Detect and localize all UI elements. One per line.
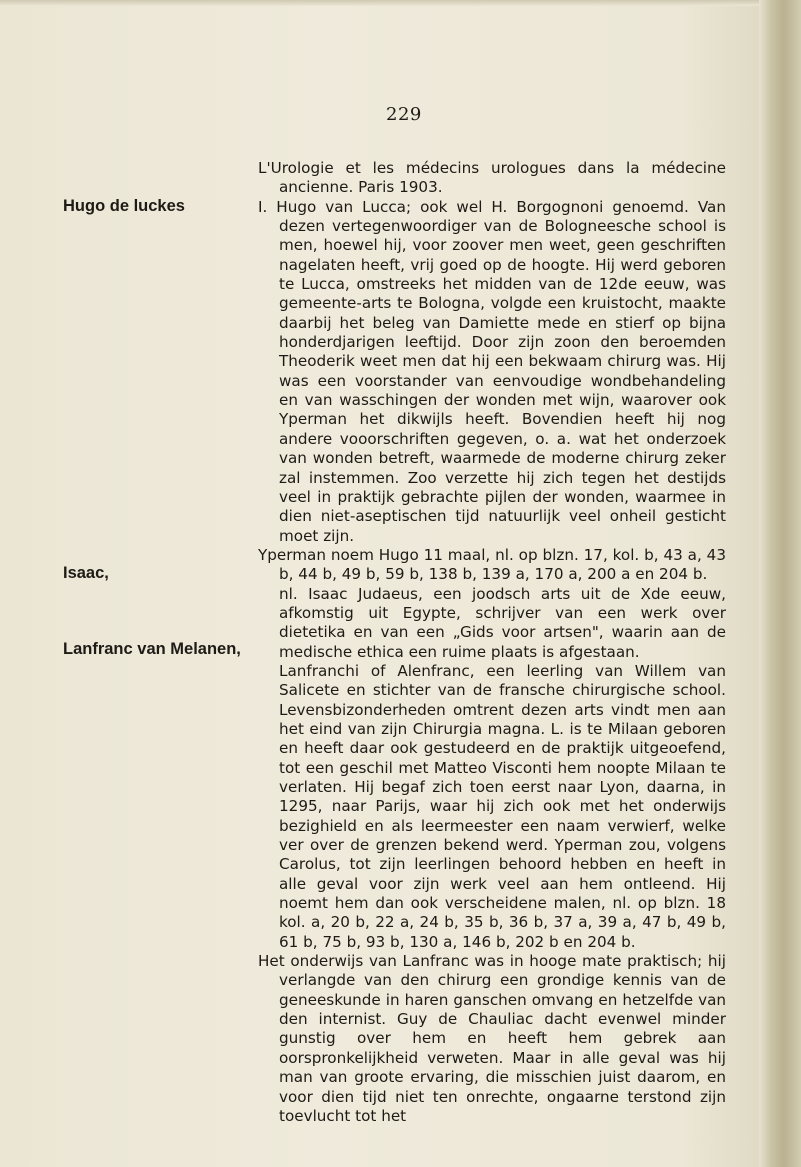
margin-note-hugo: Hugo de luckes [63, 197, 185, 215]
page-number: 229 [386, 104, 422, 125]
paragraph-lanfranc: Lanfranchi of Alenfranc, een leerling van Willem van Salicete en stichter van de fransche chirurgische school. Levensbizonderheden omtrent dezen arts vindt men aan het eind van zijn Chirurgia magna. L. is te Milaan geboren en heeft daar ook gestudeerd en de praktijk uitgeoefend, tot een geschil met Matteo Visconti hem noopte Milaan te verlaten. Hij begaf zich toen eerst naar Lyon, daarna, in 1295, naar Parijs, waar hij zich ook met het onderwijs bezighield en als leermeester een naam verwierf, welke ver over de grenzen bekend werd. Yperman zou, volgens Carolus, tot zijn leerlingen behoord hebben en heeft in alle geval voor zijn werk veel aan hem ontleend. Hij noemt hem dan ook verscheidene malen, nl. op blzn. 18 kol. a, 20 b, 22 a, 24 b, 35 b, 36 b, 37 a, 39 a, 47 b, 49 b, 61 b, 75 b, 93 b, 130 a, 146 b, 202 b en 204 b. [279, 661, 726, 951]
page-top-edge [0, 0, 801, 6]
body-text [258, 159, 726, 1126]
paragraph-hugo-references: Yperman noem Hugo 11 maal, nl. op blzn. 17, kol. b, 43 a, 43 b, 44 b, 49 b, 59 b, 138 b, 139 a, 170 a, 200 a en 204 b. [258, 545, 726, 584]
margin-note-isaac: Isaac, [63, 564, 109, 582]
margin-note-lanfranc: Lanfranc van Melanen, [63, 640, 241, 658]
paragraph-reference-urologie: L'Urologie et les médecins urologues dans la médecine ancienne. Paris 1903. [258, 159, 726, 197]
paragraph-isaac-judaeus: nl. Isaac Judaeus, een joodsch arts uit de Xde eeuw, afkomstig uit Egypte, schrijver van een werk over dietetika en van een „Gids voor artsen", waarin aan de medische ethica een ruime plaats is afgestaan. [279, 584, 726, 661]
paragraph-lanfranc-teaching: Het onderwijs van Lanfranc was in hooge mate praktisch; hij verlangde van den chirurg een grondige kennis van de geneeskunde in haren ganschen omvang en hetzelfde van den internist. Guy de Chauliac dacht evenwel minder gunstig over hem en heeft hem gebrek aan oorspronkelijkheid verweten. Maar in alle geval was hij man van groote ervaring, die misschien juist daarom, en voor dien tijd niet ten onrechte, ongaarne terstond zijn toevlucht tot het [258, 952, 726, 1125]
paragraph-hugo-van-lucca: I. Hugo van Lucca; ook wel H. Borgognoni genoemd. Van dezen vertegenwoordiger van de Bologneesche school is men, hoewel hij, voor zoover men weet, geen geschriften nagelaten heeft, vrij goed op de hoogte. Hij werd geboren te Lucca, omstreeks het midden van de 12de eeuw, was gemeente-arts te Bologna, volgde een kruistocht, maakte daarbij het beleg van Damiette mede en stierf op bijna honderdjarigen leeftijd. Door zijn zoon den beroemden Theoderik weet men dat hij een bekwaam chirurg was. Hij was een voorstander van eenvoudige wondbehandeling en van wasschingen der wonden met wijn, waarover ook Yperman het dikwijls heeft. Bovendien heeft hij nog andere vooorschriften gegeven, o. a. wat het onderzoek van wonden betreft, waarmede de moderne chirurg zeker zal instemmen. Zoo verzette hij zich tegen het destijds veel in praktijk gebrachte pijlen der wonden, waarmee in dien niet-aseptischen tijd natuurlijk veel onheil gesticht moet zijn. [258, 197, 726, 545]
page-binding-edge [759, 0, 801, 1167]
